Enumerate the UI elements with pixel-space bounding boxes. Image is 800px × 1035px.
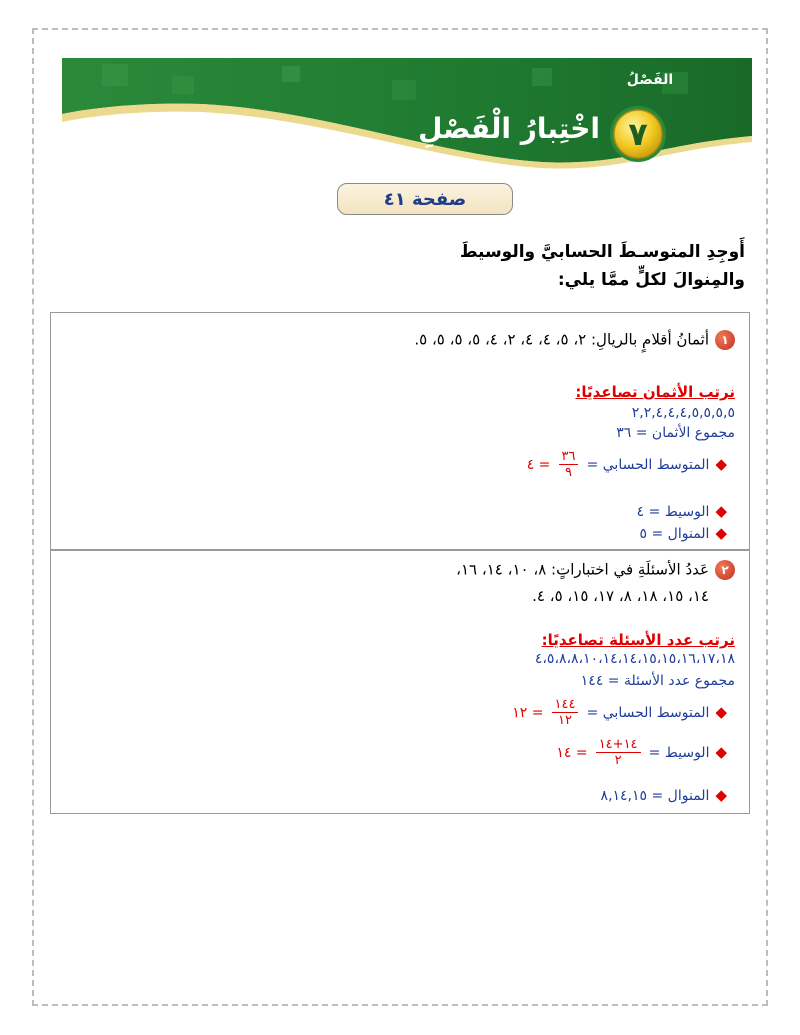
- problem-2-mode: المنوال = ٨,١٤,١٥: [600, 788, 710, 804]
- diamond-bullet-icon: ◆: [715, 455, 727, 473]
- problem-1-box: [50, 312, 750, 550]
- problem-2-sorted-values: ٤،٥،٨،٨،١٠،١٤،١٤،١٥،١٥،١٦،١٧،١٨: [534, 651, 735, 667]
- problem-1-mean-result: = ٤: [526, 457, 551, 473]
- problem-2-mean-fraction: [552, 697, 579, 728]
- problem-2-median-result: = ١٤: [556, 745, 588, 761]
- problem-2-mode-line: [601, 785, 727, 804]
- page-reference-badge: صفحة ٤١: [337, 183, 513, 215]
- problem-1-number-badge: ١: [715, 330, 735, 350]
- chapter-number: ٧: [628, 115, 648, 153]
- problem-1-sort-heading: نرتب الأثمان تصاعديًا:: [575, 383, 735, 401]
- problem-1-sorted-values: ٢,٢,٤,٤,٤,٥,٥,٥,٥: [631, 405, 735, 421]
- diamond-bullet-icon: ◆: [715, 502, 727, 520]
- problem-2-number-badge: ٢: [715, 560, 735, 580]
- diamond-bullet-icon: ◆: [715, 524, 727, 542]
- problem-1-question: أثمانُ أقلامٍ بالريالِ: ٢، ٥، ٤، ٤، ٢، ٤، ٥، ٥، ٥، ٥.: [414, 330, 709, 349]
- problem-1-median-line: [637, 501, 727, 520]
- problem-2-box: [50, 550, 750, 814]
- fraction-numerator: ١٤+١٤: [596, 737, 641, 753]
- chapter-label: الفَصْلُ: [626, 72, 674, 88]
- fraction-numerator: ١٤٤: [552, 697, 579, 713]
- problem-1-mode: المنوال = ٥: [639, 526, 710, 542]
- problem-1-question-line: [414, 329, 735, 350]
- problem-2-question-line2: ١٤، ١٥، ١٨، ٨، ١٧، ١٥، ٥، ٤.: [532, 587, 709, 605]
- problem-2-median-label: الوسيط =: [648, 745, 710, 761]
- problem-2-median-line: [556, 737, 727, 768]
- chapter-title: اخْتِبارُ الْفَصْلِ: [418, 112, 600, 145]
- problem-2-median-fraction: [596, 737, 641, 768]
- problem-1-mean-fraction: [559, 449, 579, 480]
- problem-2-sort-heading: نرتب عدد الأسئلة تصاعديًا:: [541, 631, 735, 649]
- problem-1-mean-label: المتوسط الحسابي =: [586, 457, 710, 473]
- diamond-bullet-icon: ◆: [715, 786, 727, 804]
- problem-2-mean-result: = ١٢: [512, 705, 544, 721]
- fraction-denominator: ٩: [565, 465, 572, 480]
- problem-1-median: الوسيط = ٤: [636, 504, 710, 520]
- problem-2-mean-line: [512, 697, 727, 728]
- problem-2-mean-label: المتوسط الحسابي =: [586, 705, 710, 721]
- instructions-text: أَوجِدِ المتوسـطَ الحسابيَّ والوسيطَ والمِنوالَ لكلٍّ ممَّا يلي:: [459, 242, 745, 290]
- problem-1-sum: مجموع الأثمان = ٣٦: [616, 425, 735, 441]
- problem-2-sum: مجموع عدد الأسئلة = ١٤٤: [580, 673, 735, 689]
- problem-1-mean-line: [527, 449, 727, 480]
- diamond-bullet-icon: ◆: [715, 743, 727, 761]
- fraction-denominator: ١٢: [558, 713, 572, 728]
- fraction-denominator: ٢: [614, 753, 622, 768]
- problem-2-question-line: [456, 559, 735, 580]
- diamond-bullet-icon: ◆: [715, 703, 727, 721]
- fraction-numerator: ٣٦: [559, 449, 579, 465]
- problem-2-question-line1: عَددُ الأسئلَةِ في اختباراتٍ: ٨، ١٠، ١٤، ١٦،: [456, 560, 709, 579]
- problem-1-mode-line: [640, 523, 727, 542]
